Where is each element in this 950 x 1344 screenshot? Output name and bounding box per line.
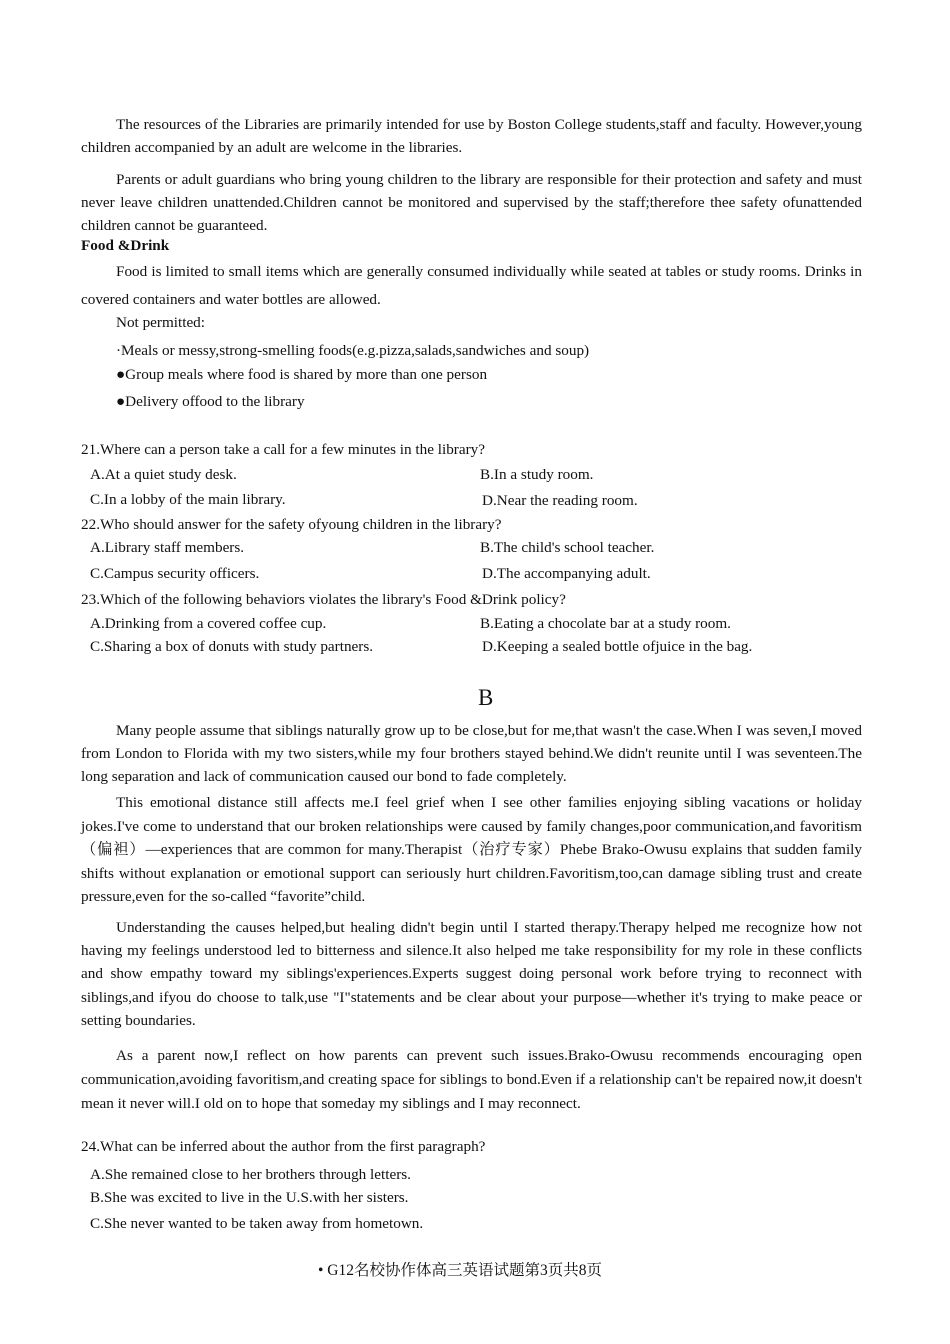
- passage-b-paragraph-4: [81, 1044, 862, 1116]
- question-23-option-a: A.Drinking from a covered coffee cup.: [90, 615, 327, 632]
- question-22-option-d: D.The accompanying adult.: [482, 565, 651, 582]
- question-22-option-c: C.Campus security officers.: [90, 565, 260, 582]
- question-24-option-b: B.She was excited to live in the U.S.with her sisters.: [90, 1189, 409, 1206]
- question-24-option-c: C.She never wanted to be taken away from hometown.: [90, 1215, 424, 1232]
- question-21-option-a: A.At a quiet study desk.: [90, 466, 237, 483]
- question-22-option-a: A.Library staff members.: [90, 539, 245, 556]
- not-permitted-label: Not permitted:: [116, 314, 205, 331]
- food-drink-paragraph: [81, 258, 862, 314]
- passage-b-paragraph-2: [81, 791, 862, 909]
- paragraph-text: Understanding the causes helped,but healing didn't begin until I started therapy.Therapy helped me recognize how not having my feelings understood led to bitterness and silence.It also helped me take responsibility for my role in these conflicts and show empathy toward my siblings'experiences.Experts suggest doing personal work before trying to reconnect with siblings,and ifyou do choose to talk,use "I"statements and be clear about your purpose—whether it's trying to make peace or setting boundaries.: [81, 919, 862, 1029]
- question-22-option-b: B.The child's school teacher.: [480, 539, 655, 556]
- question-21-option-d: D.Near the reading room.: [482, 492, 638, 509]
- bullet-item: ●Group meals where food is shared by more than one person: [116, 366, 488, 383]
- passage-b-paragraph-3: [81, 916, 862, 1032]
- page-footer: • G12名校协作体高三英语试题第3页共8页: [318, 1262, 602, 1279]
- paragraph-text: Parents or adult guardians who bring young children to the library are responsible for their protection and safety and must never leave children unattended.Children cannot be monitored and supervised by the staff;therefore thee safety ofunattended children cannot be guaranteed.: [81, 171, 862, 235]
- question-24-stem: 24.What can be inferred about the author from the first paragraph?: [81, 1138, 486, 1155]
- passage-b-paragraph-1: [81, 719, 862, 789]
- paragraph-text: This emotional distance still affects me.I feel grief when I see other families enjoying sibling vacations or holiday jokes.I've come to understand that our broken relationships were caused by family changes,poor communication,and favoritism（偏袒）—experiences that are common for many.Therapist（治疗专家）Phebe Brako-Owusu explains that sudden family shifts without explanation or emotional support can seriously hurt children.Favoritism,too,can damage sibling trust and create pressure,even for the so-called “favorite”child.: [81, 794, 862, 906]
- paragraph-text: Many people assume that siblings naturally grow up to be close,but for me,that wasn't the case.When I was seven,I moved from London to Florida with my two sisters,while my four brothers stayed behind.We didn't reunite until I was seventeen.The long separation and lack of communication caused our bond to fade completely.: [81, 722, 862, 786]
- question-24-option-a: A.She remained close to her brothers through letters.: [90, 1166, 411, 1183]
- section-b-heading: B: [478, 685, 494, 710]
- question-23-option-d: D.Keeping a sealed bottle ofjuice in the bag.: [482, 638, 753, 655]
- question-21-option-b: B.In a study room.: [480, 466, 594, 483]
- paragraph-text: The resources of the Libraries are primarily intended for use by Boston College students,staff and faculty. However,young children accompanied by an adult are welcome in the libraries.: [81, 116, 862, 157]
- paragraph-text: Food is limited to small items which are generally consumed individually while seated at tables or study rooms. Drinks in covered containers and water bottles are allowed.: [81, 263, 862, 308]
- paragraph-text: As a parent now,I reflect on how parents can prevent such issues.Brako-Owusu recommends encouraging open communication,avoiding favoritism,and creating space for siblings to bond.Even if a relationship can't be repaired now,it doesn't mean it never will.I old on to hope that someday my siblings and I may reconnect.: [81, 1047, 862, 1112]
- question-21-stem: 21.Where can a person take a call for a few minutes in the library?: [81, 441, 485, 458]
- bullet-item: ●Delivery offood to the library: [116, 393, 305, 410]
- passage-a-paragraph-2: [81, 168, 862, 238]
- bullet-item: ·Meals or messy,strong-smelling foods(e.g.pizza,salads,sandwiches and soup): [116, 342, 590, 359]
- passage-a-paragraph-1: [81, 113, 862, 159]
- question-22-stem: 22.Who should answer for the safety ofyoung children in the library?: [81, 516, 502, 533]
- question-21-option-c: C.In a lobby of the main library.: [90, 491, 286, 508]
- question-23-option-c: C.Sharing a box of donuts with study partners.: [90, 638, 374, 655]
- question-23-option-b: B.Eating a chocolate bar at a study room.: [480, 615, 731, 632]
- question-23-stem: 23.Which of the following behaviors violates the library's Food &Drink policy?: [81, 591, 566, 608]
- food-drink-heading: Food &Drink: [81, 237, 170, 254]
